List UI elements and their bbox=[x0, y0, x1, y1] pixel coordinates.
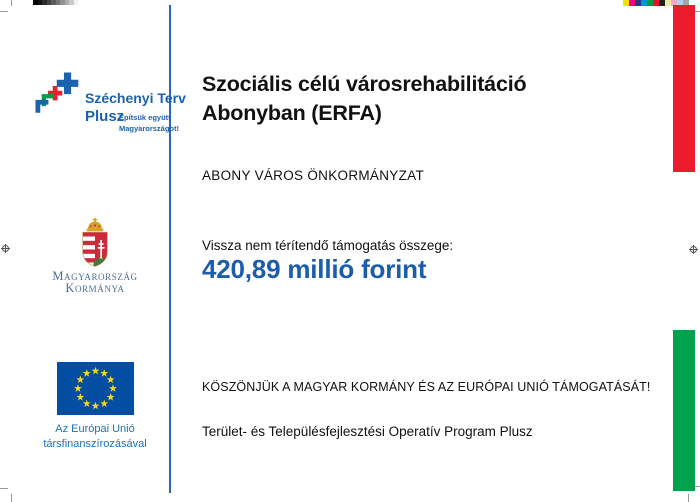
crop-mark bbox=[0, 488, 8, 489]
project-title-line: Szociális célú városrehabilitáció bbox=[202, 72, 527, 96]
szechenyi-terv-plusz-logo bbox=[33, 72, 186, 136]
eu-cofinancing-logo bbox=[40, 362, 150, 451]
red-accent-bar bbox=[673, 5, 695, 172]
project-title-line: Abonyban (ERFA) bbox=[202, 101, 382, 125]
color-swatch bbox=[74, 0, 79, 5]
crop-mark bbox=[0, 11, 8, 12]
eu-logo-caption bbox=[40, 422, 150, 451]
hungarian-coat-of-arms-icon bbox=[78, 218, 112, 267]
caption-line: társfinanszírozásával bbox=[43, 437, 147, 450]
program-name: Terület- és Településfejlesztési Operatív Program Plusz bbox=[202, 424, 533, 439]
eu-flag-icon bbox=[57, 362, 134, 415]
grayscale-calibration-strip bbox=[33, 0, 78, 5]
szechenyi-logo-name: Széchenyi Terv bbox=[85, 90, 186, 106]
szechenyi-logo-plusz: Plusz bbox=[85, 108, 125, 125]
project-title bbox=[202, 70, 526, 128]
acknowledgement-text: KÖSZÖNJÜK A MAGYAR KORMÁNY ÉS AZ EURÓPAI UNIÓ TÁMOGATÁSÁT! bbox=[202, 380, 651, 394]
caption-line: Az Európai Unió bbox=[55, 423, 135, 435]
szechenyi-logo-slogan bbox=[119, 113, 179, 134]
registration-mark-icon bbox=[2, 245, 9, 252]
crop-mark bbox=[688, 494, 689, 502]
green-accent-bar bbox=[673, 330, 695, 491]
slogan-line: Építsük együtt bbox=[119, 113, 171, 122]
crop-mark bbox=[11, 0, 12, 6]
beneficiary-name: ABONY VÁROS ÖNKORMÁNYZAT bbox=[202, 168, 424, 183]
slogan-line: Magyarországot! bbox=[119, 123, 180, 133]
crop-mark bbox=[11, 494, 12, 502]
caption-line: Magyarország bbox=[52, 269, 138, 283]
hungarian-government-logo bbox=[35, 218, 155, 294]
szechenyi-plus-mark-icon bbox=[35, 72, 81, 120]
caption-line: Kormánya bbox=[65, 281, 125, 295]
grant-amount-label: Vissza nem térítendő támogatás összege: bbox=[202, 238, 454, 253]
government-logo-caption bbox=[35, 270, 155, 294]
grant-amount-value: 420,89 millió forint bbox=[202, 254, 427, 284]
registration-mark-icon bbox=[690, 246, 697, 253]
